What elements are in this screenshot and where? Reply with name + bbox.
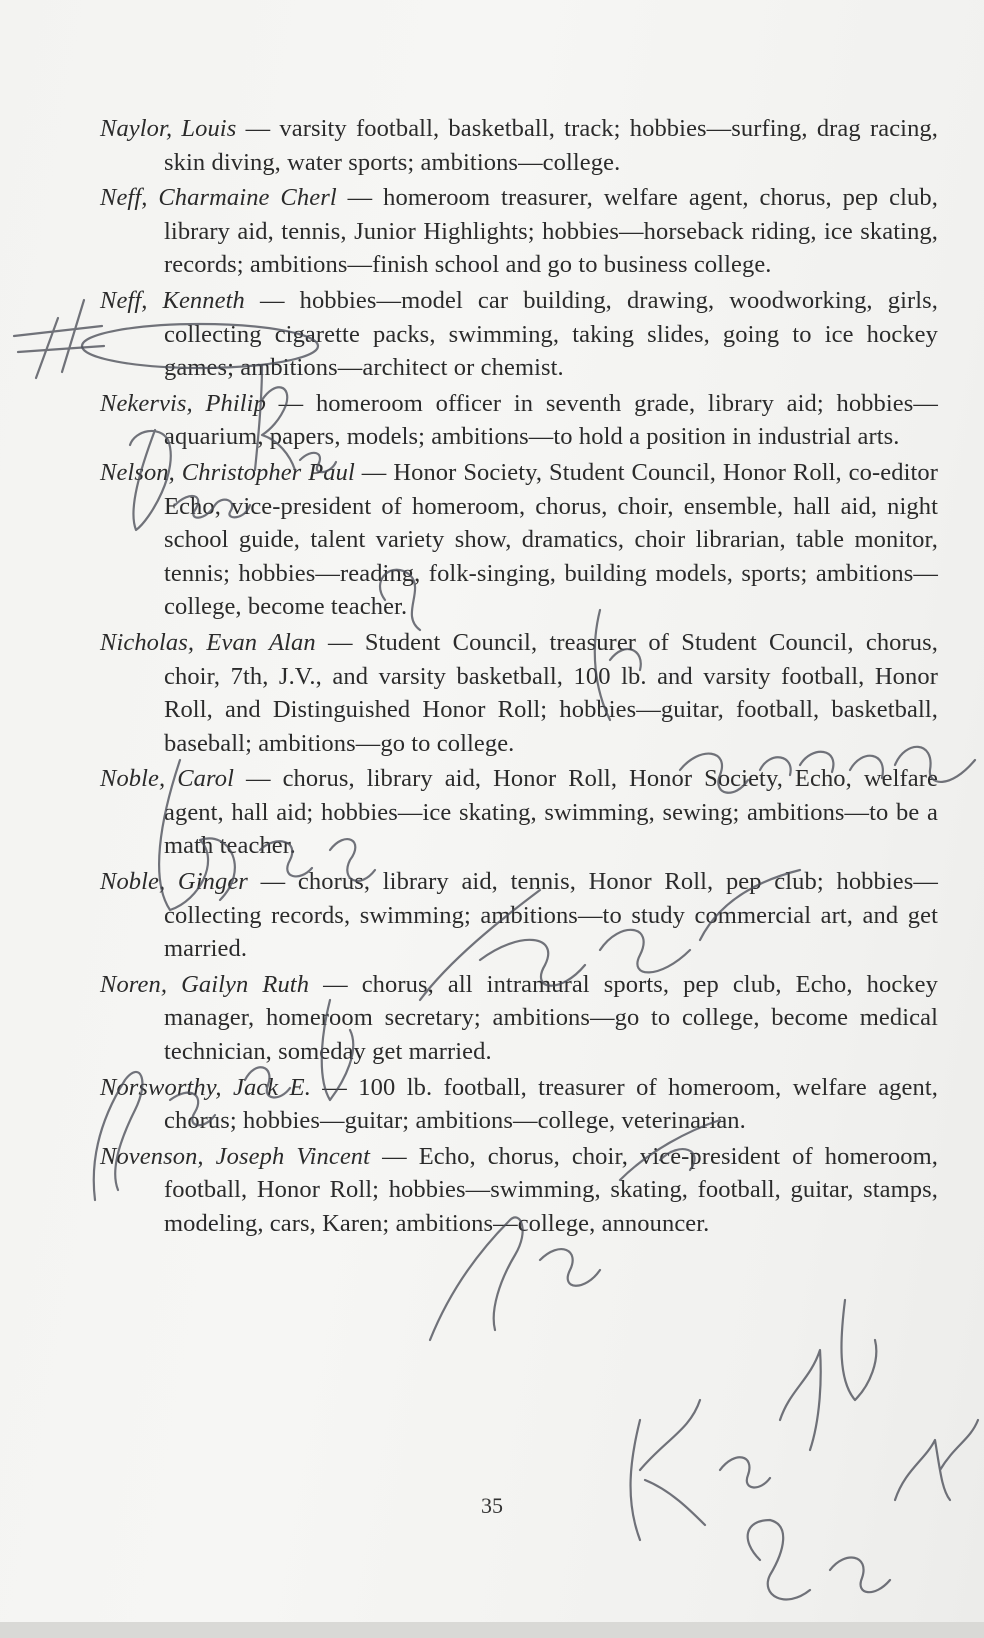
student-details: — varsity football, basketball, track; hobbies—surfing, drag racing, skin diving, water sports; ambitions—college. xyxy=(164,115,939,176)
student-name: Neff, Kenneth xyxy=(100,286,245,314)
student-entry xyxy=(100,284,938,385)
student-entry xyxy=(100,1140,938,1241)
student-name: Noble, Carol xyxy=(100,765,235,793)
student-entries-list xyxy=(100,112,938,1243)
student-name: Nicholas, Evan Alan xyxy=(100,628,316,656)
student-name: Noren, Gailyn Ruth xyxy=(100,970,310,998)
student-entry xyxy=(100,626,938,760)
student-name: Novenson, Joseph Vincent xyxy=(100,1142,371,1170)
student-details: — chorus, all intramural sports, pep club, Echo, hockey manager, homeroom secretary; ambitions—go to college, become medical technician, someday get married. xyxy=(164,970,938,1066)
student-entry xyxy=(100,181,938,282)
student-name: Nelson, Christopher Paul xyxy=(100,458,355,486)
student-details: — homeroom officer in seventh grade, library aid; hobbies—aquarium, papers, models; ambitions—to hold a position in industrial arts. xyxy=(164,389,938,451)
student-entry xyxy=(100,456,938,624)
student-entry xyxy=(100,762,938,863)
student-entry xyxy=(100,1071,938,1138)
student-details: — Honor Society, Student Council, Honor Roll, co-editor Echo, vice-president of homeroom, chorus, choir, ensemble, hall aid, night school guide, talent variety show, dramatics, choir librarian, table monitor, tennis; hobbies—reading, folk-singing, building models, sports; ambitions—college, become teacher. xyxy=(164,458,938,621)
student-details: — homeroom treasurer, welfare agent, chorus, pep club, library aid, tennis, Junior Highlights; hobbies—horseback riding, ice skating, records; ambitions—finish school and go to business college. xyxy=(164,184,938,279)
student-name: Noble, Ginger xyxy=(100,868,248,896)
student-name: Nekervis, Philip xyxy=(100,389,266,417)
page-number: 35 xyxy=(481,1493,503,1518)
student-details: — chorus, library aid, tennis, Honor Roll, pep club; hobbies—collecting records, swimming; ambitions—to study commercial art, and get married. xyxy=(164,868,938,963)
page-bottom-edge xyxy=(0,1622,984,1638)
student-details: — hobbies—model car building, drawing, woodworking, girls, collecting cigarette packs, swimming, taking slides, going to ice hockey games; ambitions—architect or chemist. xyxy=(164,286,939,382)
student-details: — chorus, library aid, Honor Roll, Honor Society, Echo, welfare agent, hall aid; hobbies—ice skating, swimming, sewing; ambitions—to be a math teacher. xyxy=(164,765,939,860)
student-details: — Echo, chorus, choir, vice-president of homeroom, football, Honor Roll; hobbies—swimming, skating, football, guitar, stamps, modeling, cars, Karen; ambitions—college, announcer. xyxy=(164,1142,938,1237)
student-name: Neff, Charmaine Cherl xyxy=(100,184,337,212)
student-details: — Student Council, treasurer of Student Council, chorus, choir, 7th, J.V., and varsity basketball, 100 lb. and varsity football, Honor Roll, and Distinguished Honor Roll; hobbies—guitar, football, basketball, baseball; ambitions—go to college. xyxy=(164,628,938,757)
student-name: Naylor, Louis xyxy=(100,115,237,142)
student-entry xyxy=(100,387,938,454)
student-entry xyxy=(100,865,938,966)
student-entry xyxy=(100,968,938,1069)
student-name: Norsworthy, Jack E. xyxy=(100,1073,311,1101)
student-entry xyxy=(100,112,938,179)
student-details: — 100 lb. football, treasurer of homeroom, welfare agent, chorus; hobbies—guitar; ambitions—college, veterinarian. xyxy=(164,1073,938,1135)
